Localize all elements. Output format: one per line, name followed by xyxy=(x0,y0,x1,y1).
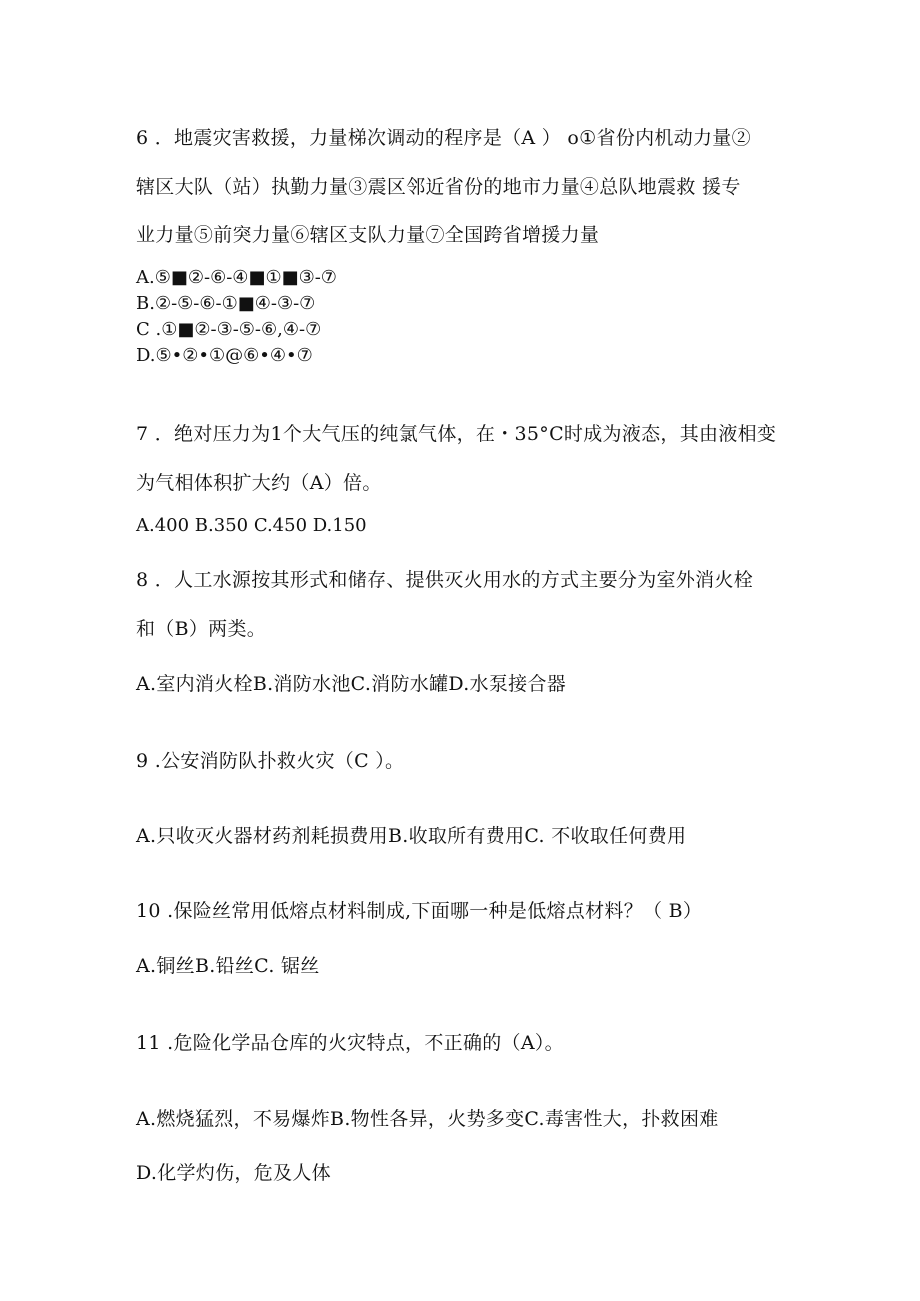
question-10-line-1: 10 .保险丝常用低熔点材料制成,下面哪一种是低熔点材料？（ B） xyxy=(136,900,703,922)
question-11-line-1: 11 .危险化学品仓库的火灾特点，不正确的（A）。 xyxy=(136,1032,564,1054)
question-9-options: A.只收灭火器材药剂耗损费用B.收取所有费用C. 不收取任何费用 xyxy=(136,825,687,847)
question-6-option-d: D.⑤•②•①@⑥•④•⑦ xyxy=(136,345,313,366)
question-8-line-2: 和（B）两类。 xyxy=(136,618,267,640)
question-6-option-a: A.⑤■②-⑥-④■①■③-⑦ xyxy=(136,267,337,288)
question-11-option-line-2: D.化学灼伤，危及人体 xyxy=(136,1162,331,1184)
question-6-option-c: C .①■②-③-⑤-⑥,④-⑦ xyxy=(136,319,322,340)
question-9-line-1: 9 .公安消防队扑救火灾（C ）。 xyxy=(136,750,405,772)
question-6-line-2: 辖区大队（站）执勤力量③震区邻近省份的地市力量④总队地震救 援专 xyxy=(136,176,741,198)
question-7-line-2: 为气相体积扩大约（A）倍。 xyxy=(136,472,382,494)
question-6-line-3: 业力量⑤前突力量⑥辖区支队力量⑦全国跨省增援力量 xyxy=(136,224,600,246)
question-7-line-1: 7 ．绝对压力为1个大气压的纯氯气体，在・35°C时成为液态，其由液相变 xyxy=(136,423,777,445)
question-6-line-1: 6 ．地震灾害救援，力量梯次调动的程序是（A ） o①省份内机动力量② xyxy=(136,127,751,149)
question-8-line-1: 8 ．人工水源按其形式和储存、提供灭火用水的方式主要分为室外消火栓 xyxy=(136,569,754,591)
question-6-option-b: B.②-⑤-⑥-①■④-③-⑦ xyxy=(136,293,316,314)
question-7-options: A.400 B.350 C.450 D.150 xyxy=(136,515,367,536)
question-10-options: A.铜丝B.铅丝C. 锯丝 xyxy=(136,955,320,977)
question-11-option-line-1: A.燃烧猛烈，不易爆炸B.物性各异，火势多变C.毒害性大，扑救困难 xyxy=(136,1108,719,1130)
question-8-options: A.室内消火栓B.消防水池C.消防水罐D.水泵接合器 xyxy=(136,673,567,695)
